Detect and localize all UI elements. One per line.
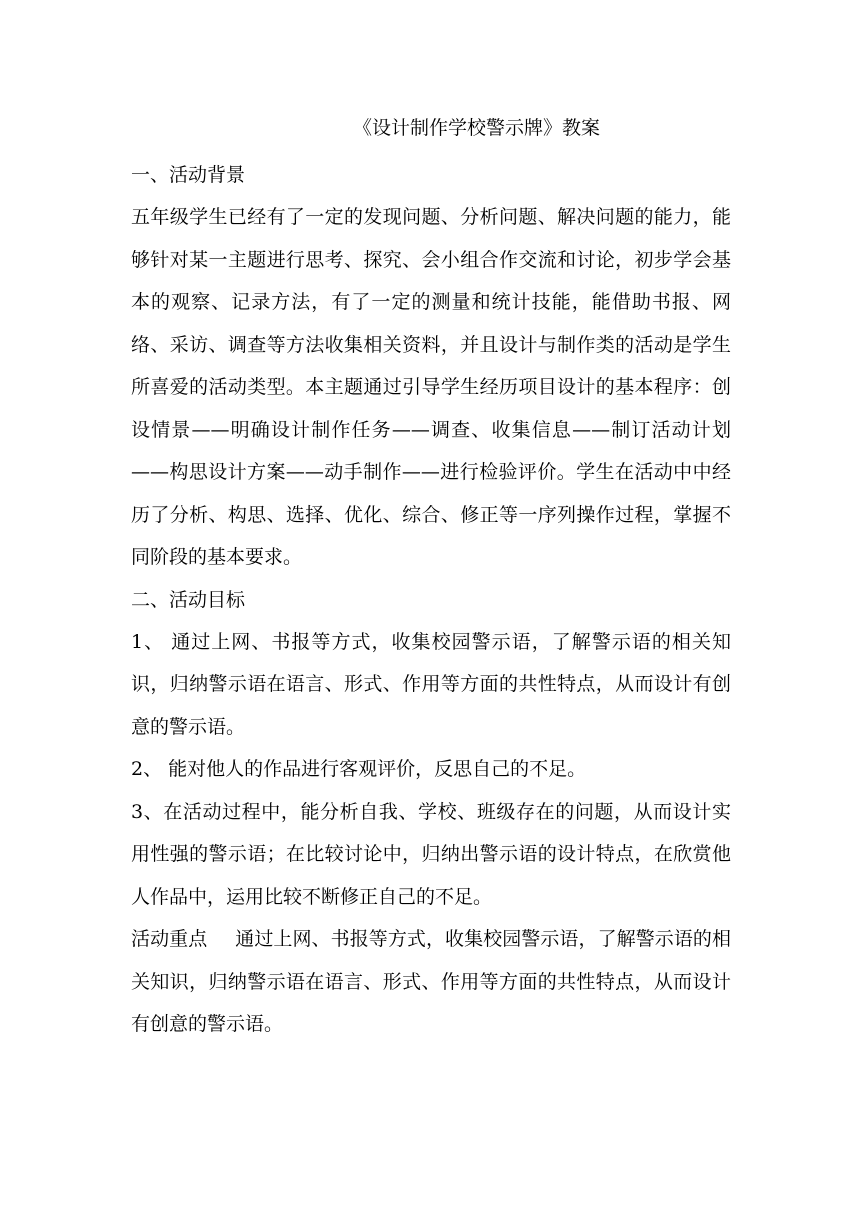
- objective-item-1: 1、 通过上网、书报等方式，收集校园警示语，了解警示语的相关知识，归纳警示语在语言、形式、作用等方面的共性特点，从而设计有创意的警示语。: [131, 630, 731, 738]
- objective-item-3: 3、在活动过程中，能分析自我、学校、班级存在的问题，从而设计实用性强的警示语；在比较讨论中，归纳出警示语的设计特点，在欣赏他人作品中，运用比较不断修正自己的不足。: [131, 800, 731, 908]
- key-point-text: 通过上网、书报等方式，收集校园警示语，了解警示语的相关知识，归纳警示语在语言、形式、作用等方面的共性特点，从而设计有创意的警示语。: [131, 928, 731, 1035]
- key-point-paragraph: [131, 918, 731, 1046]
- objective-item-2: 2、 能对他人的作品进行客观评价，反思自己的不足。: [131, 758, 587, 780]
- document-title: 《设计制作学校警示牌》教案: [353, 117, 601, 139]
- section-heading-background: 一、活动背景: [131, 164, 246, 186]
- key-point-label: 活动重点: [131, 928, 208, 950]
- section-heading-objectives: 二、活动目标: [131, 588, 246, 611]
- background-paragraph: 五年级学生已经有了一定的发现问题、分析问题、解决问题的能力，能够针对某一主题进行思考、探究、会小组合作交流和讨论，初步学会基本的观察、记录方法，有了一定的测量和统计技能，能借助书报、网络、采访、调查等方法收集相关资料，并且设计与制作类的活动是学生所喜爱的活动类型。本主题通过引导学生经历项目设计的基本程序：创设情景——明确设计制作任务——调查、收集信息——制订活动计划——构思设计方案——动手制作——进行检验评价。学生在活动中中经历了分析、构思、选择、优化、综合、修正等一序列操作过程，掌握不同阶段的基本要求。: [131, 206, 731, 568]
- document-body: [131, 112, 731, 1046]
